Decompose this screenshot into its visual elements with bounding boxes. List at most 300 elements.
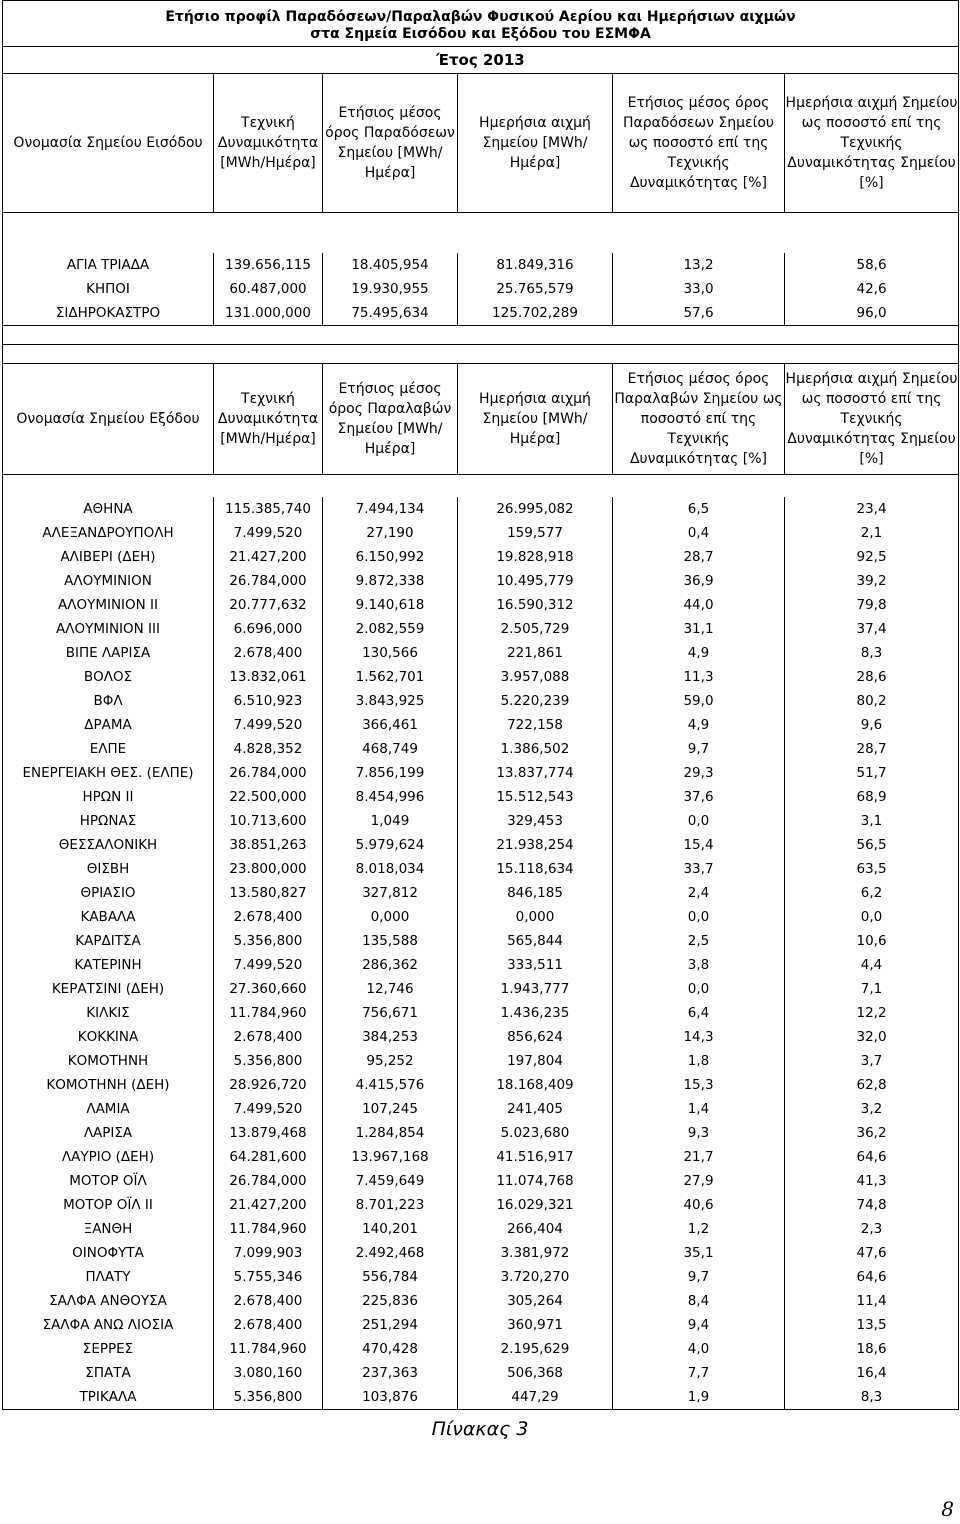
exit-table-row [3, 1241, 959, 1265]
value-cell: 2.678,400 [214, 1289, 323, 1313]
value-cell: 58,6 [785, 253, 959, 277]
value-cell: 79,8 [785, 593, 959, 617]
point-name-cell: ΤΡΙΚΑΛΑ [3, 1385, 214, 1410]
value-cell: 2,1 [785, 521, 959, 545]
point-name-cell: ΚΑΤΕΡΙΝΗ [3, 953, 214, 977]
entry-table-row [3, 301, 959, 326]
point-name-cell: ΣΙΔΗΡΟΚΑΣΤΡΟ [3, 301, 214, 326]
exit-table-row [3, 1385, 959, 1410]
exit-table-row [3, 1001, 959, 1025]
value-cell: 5.220,239 [458, 689, 613, 713]
value-cell: 4.415,576 [323, 1073, 458, 1097]
value-cell: 27,9 [613, 1169, 785, 1193]
point-name-cell: ΚΕΡΑΤΣΙΝΙ (ΔΕΗ) [3, 977, 214, 1001]
value-cell: 18.405,954 [323, 253, 458, 277]
value-cell: 1,4 [613, 1097, 785, 1121]
value-cell: 14,3 [613, 1025, 785, 1049]
entry-table-body [3, 253, 959, 326]
value-cell: 125.702,289 [458, 301, 613, 326]
exit-table-row [3, 857, 959, 881]
value-cell: 8,3 [785, 641, 959, 665]
value-cell: 35,1 [613, 1241, 785, 1265]
value-cell: 5.979,624 [323, 833, 458, 857]
value-cell: 447,29 [458, 1385, 613, 1410]
exit-table-row [3, 1313, 959, 1337]
point-name-cell: ΠΛΑΤΥ [3, 1265, 214, 1289]
value-cell: 4.828,352 [214, 737, 323, 761]
value-cell: 4,0 [613, 1337, 785, 1361]
value-cell: 26.784,000 [214, 761, 323, 785]
value-cell: 13.967,168 [323, 1145, 458, 1169]
value-cell: 19.828,918 [458, 545, 613, 569]
value-cell: 41,3 [785, 1169, 959, 1193]
value-cell: 3.957,088 [458, 665, 613, 689]
value-cell: 4,9 [613, 641, 785, 665]
entry-header-cell: Ονομασία Σημείου Εισόδου [3, 74, 214, 213]
value-cell: 27.360,660 [214, 977, 323, 1001]
exit-table-row [3, 1121, 959, 1145]
value-cell: 4,4 [785, 953, 959, 977]
exit-table-body [3, 497, 959, 1410]
value-cell: 327,812 [323, 881, 458, 905]
exit-table-row [3, 1169, 959, 1193]
entry-table-row [3, 253, 959, 277]
value-cell: 40,6 [613, 1193, 785, 1217]
value-cell: 2,4 [613, 881, 785, 905]
value-cell: 2.492,468 [323, 1241, 458, 1265]
value-cell: 9.872,338 [323, 569, 458, 593]
value-cell: 0,0 [613, 905, 785, 929]
exit-table-row [3, 521, 959, 545]
value-cell: 9.140,618 [323, 593, 458, 617]
value-cell: 5.356,800 [214, 929, 323, 953]
value-cell: 9,3 [613, 1121, 785, 1145]
value-cell: 7,1 [785, 977, 959, 1001]
value-cell: 1,9 [613, 1385, 785, 1410]
exit-table-row [3, 1337, 959, 1361]
value-cell: 756,671 [323, 1001, 458, 1025]
exit-table-row [3, 1073, 959, 1097]
point-name-cell: ΒΦΛ [3, 689, 214, 713]
exit-table-row [3, 905, 959, 929]
value-cell: 33,0 [613, 277, 785, 301]
value-cell: 28,7 [785, 737, 959, 761]
value-cell: 29,3 [613, 761, 785, 785]
value-cell: 9,7 [613, 1265, 785, 1289]
value-cell: 12,746 [323, 977, 458, 1001]
value-cell: 1.284,854 [323, 1121, 458, 1145]
value-cell: 15.512,543 [458, 785, 613, 809]
value-cell: 28,7 [613, 545, 785, 569]
value-cell: 3.080,160 [214, 1361, 323, 1385]
value-cell: 26.784,000 [214, 1169, 323, 1193]
value-cell: 11.074,768 [458, 1169, 613, 1193]
value-cell: 16.590,312 [458, 593, 613, 617]
value-cell: 2.505,729 [458, 617, 613, 641]
exit-table-row [3, 1289, 959, 1313]
exit-table-row [3, 497, 959, 521]
value-cell: 5.356,800 [214, 1385, 323, 1410]
point-name-cell: ΘΕΣΣΑΛΟΝΙΚΗ [3, 833, 214, 857]
exit-table-row [3, 593, 959, 617]
value-cell: 1,8 [613, 1049, 785, 1073]
point-name-cell: ΣΑΛΦΑ ΑΝΩ ΛΙΟΣΙΑ [3, 1313, 214, 1337]
value-cell: 1,049 [323, 809, 458, 833]
value-cell: 15.118,634 [458, 857, 613, 881]
value-cell: 6.510,923 [214, 689, 323, 713]
value-cell: 59,0 [613, 689, 785, 713]
value-cell: 1.436,235 [458, 1001, 613, 1025]
value-cell: 2.678,400 [214, 1025, 323, 1049]
exit-header-cell: Ετήσιος μέσος όρος Παραλαβών Σημείου ως ποσοστό επί της Τεχνικής Δυναμικότητας [%] [613, 364, 785, 475]
exit-table-row [3, 641, 959, 665]
value-cell: 13.832,061 [214, 665, 323, 689]
value-cell: 139.656,115 [214, 253, 323, 277]
point-name-cell: ΑΓΙΑ ΤΡΙΑΔΑ [3, 253, 214, 277]
value-cell: 28.926,720 [214, 1073, 323, 1097]
value-cell: 10.495,779 [458, 569, 613, 593]
value-cell: 96,0 [785, 301, 959, 326]
value-cell: 159,577 [458, 521, 613, 545]
entry-header-cell: Τεχνική Δυναμικότητα [MWh/Ημέρα] [214, 74, 323, 213]
value-cell: 1,2 [613, 1217, 785, 1241]
value-cell: 64.281,600 [214, 1145, 323, 1169]
value-cell: 7.459,649 [323, 1169, 458, 1193]
exit-table-row [3, 713, 959, 737]
value-cell: 22.500,000 [214, 785, 323, 809]
entry-table-row [3, 277, 959, 301]
point-name-cell: ΣΠΑΤΑ [3, 1361, 214, 1385]
point-name-cell: ΚΟΜΟΤΗΝΗ [3, 1049, 214, 1073]
exit-table-row [3, 761, 959, 785]
value-cell: 8,4 [613, 1289, 785, 1313]
value-cell: 7.499,520 [214, 1097, 323, 1121]
value-cell: 64,6 [785, 1145, 959, 1169]
title-line-1: Ετήσιο προφίλ Παραδόσεων/Παραλαβών Φυσικού Αερίου και Ημερήσιων αιχμών [3, 1, 959, 27]
value-cell: 27,190 [323, 521, 458, 545]
value-cell: 2.678,400 [214, 905, 323, 929]
point-name-cell: ΞΑΝΘΗ [3, 1217, 214, 1241]
exit-table-row [3, 1145, 959, 1169]
point-name-cell: ΑΛΟΥΜΙΝΙΟΝ ΙΙΙ [3, 617, 214, 641]
point-name-cell: ΒΙΠΕ ΛΑΡΙΣΑ [3, 641, 214, 665]
value-cell: 63,5 [785, 857, 959, 881]
value-cell: 57,6 [613, 301, 785, 326]
title-line-2: στα Σημεία Εισόδου και Εξόδου του ΕΣΜΦΑ [3, 26, 959, 47]
value-cell: 0,000 [323, 905, 458, 929]
value-cell: 286,362 [323, 953, 458, 977]
exit-table-row [3, 617, 959, 641]
point-name-cell: ΛΑΥΡΙΟ (ΔΕΗ) [3, 1145, 214, 1169]
value-cell: 64,6 [785, 1265, 959, 1289]
value-cell: 62,8 [785, 1073, 959, 1097]
value-cell: 36,9 [613, 569, 785, 593]
exit-table-row [3, 689, 959, 713]
exit-header-cell: Τεχνική Δυναμικότητα [MWh/Ημέρα] [214, 364, 323, 475]
value-cell: 56,5 [785, 833, 959, 857]
value-cell: 107,245 [323, 1097, 458, 1121]
value-cell: 51,7 [785, 761, 959, 785]
value-cell: 36,2 [785, 1121, 959, 1145]
exit-table-row [3, 929, 959, 953]
value-cell: 0,0 [785, 905, 959, 929]
value-cell: 13,2 [613, 253, 785, 277]
value-cell: 19.930,955 [323, 277, 458, 301]
value-cell: 3.843,925 [323, 689, 458, 713]
exit-table-row [3, 1097, 959, 1121]
value-cell: 2.195,629 [458, 1337, 613, 1361]
value-cell: 75.495,634 [323, 301, 458, 326]
value-cell: 115.385,740 [214, 497, 323, 521]
report-sheet [2, 0, 958, 1410]
exit-header-row [3, 364, 959, 475]
value-cell: 722,158 [458, 713, 613, 737]
value-cell: 18.168,409 [458, 1073, 613, 1097]
capacity-table [2, 0, 959, 1410]
point-name-cell: ΚΗΠΟΙ [3, 277, 214, 301]
value-cell: 3.720,270 [458, 1265, 613, 1289]
point-name-cell: ΑΛΟΥΜΙΝΙΟΝ ΙΙ [3, 593, 214, 617]
exit-table-row [3, 953, 959, 977]
value-cell: 135,588 [323, 929, 458, 953]
value-cell: 2,3 [785, 1217, 959, 1241]
value-cell: 13.837,774 [458, 761, 613, 785]
exit-table-row [3, 881, 959, 905]
value-cell: 7.499,520 [214, 521, 323, 545]
value-cell: 3.381,972 [458, 1241, 613, 1265]
point-name-cell: ΚΟΜΟΤΗΝΗ (ΔΕΗ) [3, 1073, 214, 1097]
exit-header-cell: Ονομασία Σημείου Εξόδου [3, 364, 214, 475]
value-cell: 11.784,960 [214, 1217, 323, 1241]
value-cell: 3,1 [785, 809, 959, 833]
point-name-cell: ΑΛΟΥΜΙΝΙΟΝ [3, 569, 214, 593]
value-cell: 130,566 [323, 641, 458, 665]
value-cell: 360,971 [458, 1313, 613, 1337]
exit-table-row [3, 737, 959, 761]
exit-table-row [3, 569, 959, 593]
value-cell: 21.427,200 [214, 545, 323, 569]
point-name-cell: ΚΑΒΑΛΑ [3, 905, 214, 929]
exit-table-row [3, 545, 959, 569]
value-cell: 81.849,316 [458, 253, 613, 277]
value-cell: 7.499,520 [214, 713, 323, 737]
exit-table-row [3, 1217, 959, 1241]
value-cell: 21,7 [613, 1145, 785, 1169]
value-cell: 26.995,082 [458, 497, 613, 521]
value-cell: 11.784,960 [214, 1001, 323, 1025]
exit-table-row [3, 1193, 959, 1217]
value-cell: 11.784,960 [214, 1337, 323, 1361]
point-name-cell: ΜΟΤΟΡ ΟΪΛ ΙΙ [3, 1193, 214, 1217]
value-cell: 2.678,400 [214, 641, 323, 665]
value-cell: 12,2 [785, 1001, 959, 1025]
exit-table-row [3, 785, 959, 809]
value-cell: 13.879,468 [214, 1121, 323, 1145]
point-name-cell: ΕΛΠΕ [3, 737, 214, 761]
value-cell: 237,363 [323, 1361, 458, 1385]
entry-header-cell: Ετήσιος μέσος όρος Παραδόσεων Σημείου ως ποσοστό επί της Τεχνικής Δυναμικότητας [%] [613, 74, 785, 213]
value-cell: 20.777,632 [214, 593, 323, 617]
point-name-cell: ΘΡΙΑΣΙΟ [3, 881, 214, 905]
value-cell: 95,252 [323, 1049, 458, 1073]
point-name-cell: ΗΡΩΝ ΙΙ [3, 785, 214, 809]
exit-table-row [3, 1025, 959, 1049]
value-cell: 5.356,800 [214, 1049, 323, 1073]
exit-header-cell: Ετήσιος μέσος όρος Παραλαβών Σημείου [MWh/Ημέρα] [323, 364, 458, 475]
value-cell: 6,4 [613, 1001, 785, 1025]
value-cell: 2.678,400 [214, 1313, 323, 1337]
year-label: Έτος 2013 [3, 47, 959, 74]
value-cell: 9,4 [613, 1313, 785, 1337]
value-cell: 131.000,000 [214, 301, 323, 326]
value-cell: 0,000 [458, 905, 613, 929]
value-cell: 8.454,996 [323, 785, 458, 809]
value-cell: 16.029,321 [458, 1193, 613, 1217]
value-cell: 221,861 [458, 641, 613, 665]
value-cell: 6,5 [613, 497, 785, 521]
value-cell: 2.082,559 [323, 617, 458, 641]
value-cell: 37,4 [785, 617, 959, 641]
value-cell: 6.696,000 [214, 617, 323, 641]
table-caption: Πίνακας 3 [431, 1418, 529, 1440]
value-cell: 41.516,917 [458, 1145, 613, 1169]
point-name-cell: ΣΑΛΦΑ ΑΝΘΟΥΣΑ [3, 1289, 214, 1313]
point-name-cell: ΕΝΕΡΓΕΙΑΚΗ ΘΕΣ. (ΕΛΠΕ) [3, 761, 214, 785]
value-cell: 23.800,000 [214, 857, 323, 881]
value-cell: 37,6 [613, 785, 785, 809]
value-cell: 13,5 [785, 1313, 959, 1337]
value-cell: 856,624 [458, 1025, 613, 1049]
value-cell: 7.099,903 [214, 1241, 323, 1265]
point-name-cell: ΒΟΛΟΣ [3, 665, 214, 689]
value-cell: 33,7 [613, 857, 785, 881]
point-name-cell: ΑΛΙΒΕΡΙ (ΔΕΗ) [3, 545, 214, 569]
value-cell: 92,5 [785, 545, 959, 569]
value-cell: 25.765,579 [458, 277, 613, 301]
value-cell: 8.701,223 [323, 1193, 458, 1217]
entry-header-cell: Ημερήσια αιχμή Σημείου ως ποσοστό επί της Τεχνικής Δυναμικότητας Σημείου [%] [785, 74, 959, 213]
point-name-cell: ΗΡΩΝΑΣ [3, 809, 214, 833]
value-cell: 44,0 [613, 593, 785, 617]
value-cell: 0,4 [613, 521, 785, 545]
value-cell: 266,404 [458, 1217, 613, 1241]
value-cell: 28,6 [785, 665, 959, 689]
point-name-cell: ΚΙΛΚΙΣ [3, 1001, 214, 1025]
value-cell: 7.856,199 [323, 761, 458, 785]
value-cell: 333,511 [458, 953, 613, 977]
entry-header-cell: Ετήσιος μέσος όρος Παραδόσεων Σημείου [MWh/Ημέρα] [323, 74, 458, 213]
point-name-cell: ΑΛΕΞΑΝΔΡΟΥΠΟΛΗ [3, 521, 214, 545]
exit-table-row [3, 833, 959, 857]
value-cell: 556,784 [323, 1265, 458, 1289]
value-cell: 15,4 [613, 833, 785, 857]
value-cell: 197,804 [458, 1049, 613, 1073]
exit-table-row [3, 977, 959, 1001]
point-name-cell: ΛΑΜΙΑ [3, 1097, 214, 1121]
value-cell: 8.018,034 [323, 857, 458, 881]
value-cell: 366,461 [323, 713, 458, 737]
value-cell: 329,453 [458, 809, 613, 833]
entry-header-row [3, 74, 959, 213]
value-cell: 846,185 [458, 881, 613, 905]
value-cell: 3,7 [785, 1049, 959, 1073]
value-cell: 7.499,520 [214, 953, 323, 977]
page-number: 8 [941, 1497, 954, 1521]
exit-table-row [3, 809, 959, 833]
exit-table-row [3, 1265, 959, 1289]
point-name-cell: ΚΑΡΔΙΤΣΑ [3, 929, 214, 953]
value-cell: 42,6 [785, 277, 959, 301]
value-cell: 38.851,263 [214, 833, 323, 857]
value-cell: 5.755,346 [214, 1265, 323, 1289]
value-cell: 470,428 [323, 1337, 458, 1361]
value-cell: 4,9 [613, 713, 785, 737]
value-cell: 11,4 [785, 1289, 959, 1313]
value-cell: 1.386,502 [458, 737, 613, 761]
value-cell: 1.943,777 [458, 977, 613, 1001]
exit-header-cell: Ημερήσια αιχμή Σημείου [MWh/Ημέρα] [458, 364, 613, 475]
value-cell: 16,4 [785, 1361, 959, 1385]
value-cell: 7.494,134 [323, 497, 458, 521]
point-name-cell: ΚΟΚΚΙΝΑ [3, 1025, 214, 1049]
value-cell: 1.562,701 [323, 665, 458, 689]
point-name-cell: ΣΕΡΡΕΣ [3, 1337, 214, 1361]
value-cell: 11,3 [613, 665, 785, 689]
value-cell: 80,2 [785, 689, 959, 713]
value-cell: 8,3 [785, 1385, 959, 1410]
value-cell: 565,844 [458, 929, 613, 953]
value-cell: 225,836 [323, 1289, 458, 1313]
value-cell: 39,2 [785, 569, 959, 593]
entry-header-cell: Ημερήσια αιχμή Σημείου [MWh/Ημέρα] [458, 74, 613, 213]
value-cell: 74,8 [785, 1193, 959, 1217]
value-cell: 15,3 [613, 1073, 785, 1097]
value-cell: 5.023,680 [458, 1121, 613, 1145]
value-cell: 468,749 [323, 737, 458, 761]
value-cell: 60.487,000 [214, 277, 323, 301]
value-cell: 23,4 [785, 497, 959, 521]
value-cell: 21.938,254 [458, 833, 613, 857]
point-name-cell: ΟΙΝΟΦΥΤΑ [3, 1241, 214, 1265]
value-cell: 0,0 [613, 809, 785, 833]
value-cell: 6,2 [785, 881, 959, 905]
value-cell: 384,253 [323, 1025, 458, 1049]
value-cell: 10,6 [785, 929, 959, 953]
value-cell: 68,9 [785, 785, 959, 809]
point-name-cell: ΜΟΤΟΡ ΟΪΛ [3, 1169, 214, 1193]
value-cell: 26.784,000 [214, 569, 323, 593]
exit-table-row [3, 1361, 959, 1385]
value-cell: 32,0 [785, 1025, 959, 1049]
value-cell: 47,6 [785, 1241, 959, 1265]
value-cell: 21.427,200 [214, 1193, 323, 1217]
exit-table-row [3, 665, 959, 689]
value-cell: 506,368 [458, 1361, 613, 1385]
value-cell: 3,2 [785, 1097, 959, 1121]
value-cell: 7,7 [613, 1361, 785, 1385]
value-cell: 140,201 [323, 1217, 458, 1241]
value-cell: 0,0 [613, 977, 785, 1001]
value-cell: 18,6 [785, 1337, 959, 1361]
value-cell: 3,8 [613, 953, 785, 977]
value-cell: 2,5 [613, 929, 785, 953]
point-name-cell: ΘΙΣΒΗ [3, 857, 214, 881]
value-cell: 9,6 [785, 713, 959, 737]
value-cell: 305,264 [458, 1289, 613, 1313]
value-cell: 31,1 [613, 617, 785, 641]
value-cell: 10.713,600 [214, 809, 323, 833]
value-cell: 241,405 [458, 1097, 613, 1121]
